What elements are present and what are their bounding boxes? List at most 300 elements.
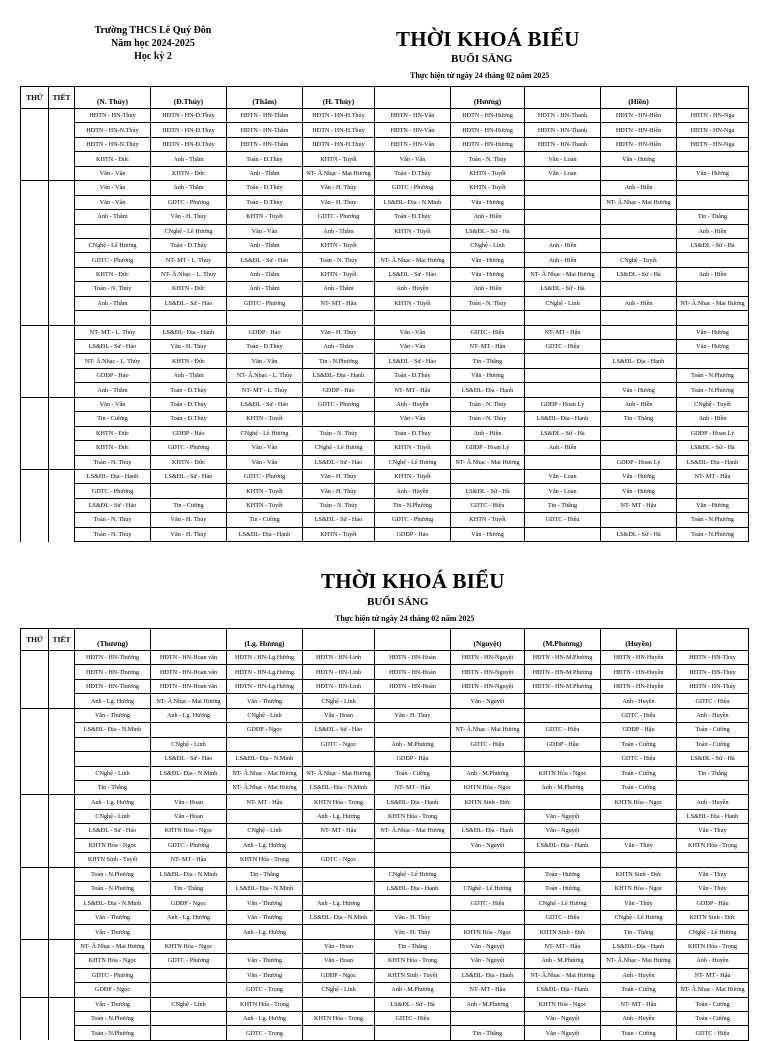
schedule-cell: Văn - H. Thủy — [303, 195, 375, 209]
teacher-header — [375, 87, 451, 109]
schedule-cell: Toán - Hương — [525, 882, 601, 896]
session-label: BUỔI SÁNG — [367, 596, 429, 608]
schedule-cell: LS&ĐL - Sử - Hảo — [75, 824, 151, 838]
header-thu: THỨ — [21, 629, 49, 651]
schedule-cell: CNghệ - Linh — [227, 824, 303, 838]
schedule-cell: Văn - Vân — [227, 441, 303, 455]
day-cell — [21, 882, 49, 896]
schedule-cell: Toán - Cường — [375, 766, 451, 780]
schedule-cell: NT- MT - Hậu — [303, 296, 375, 310]
schedule-cell — [525, 354, 601, 368]
schedule-cell: KHTN - Tuyết — [227, 210, 303, 224]
schedule-cell: GDTC - Phương — [151, 838, 227, 852]
schedule-cell: GDĐP - Hảo — [303, 383, 375, 397]
schedule-cell: Anh - Hiền — [451, 210, 525, 224]
schedule-cell: CNghệ - Lê Hương — [525, 896, 601, 910]
period-cell — [49, 694, 75, 708]
schedule-cell: Anh - M.Phương — [375, 983, 451, 997]
schedule-cell: Toán - N. Thủy — [75, 455, 151, 469]
period-cell — [49, 708, 75, 722]
schedule-cell: Toán - Cường — [677, 737, 749, 751]
schedule-cell: HĐTN - HN-Vân — [375, 123, 451, 137]
schedule-cell: Văn - Thương — [75, 708, 151, 722]
schedule-cell: CNghệ - Linh — [525, 296, 601, 310]
period-cell — [49, 455, 75, 469]
schedule-cell: Toán - N.Phương — [677, 513, 749, 527]
period-cell — [49, 484, 75, 498]
schedule-cell: NT- Â.Nhạc - Mai Hương — [375, 253, 451, 267]
schedule-cell: Anh - Lg. Hương — [227, 838, 303, 852]
schedule-cell: Văn - Hương — [601, 152, 677, 166]
table-row — [21, 210, 749, 224]
teacher-header: (Huyền) — [601, 629, 677, 651]
schedule-cell: HĐTN - HN-Hương — [451, 109, 525, 123]
schedule-cell: HĐTN - HN-M.Phương — [525, 665, 601, 679]
schedule-cell: GDĐP - Hảo — [375, 527, 451, 541]
schedule-cell: HĐTN - HN-Đ.Thủy — [151, 109, 227, 123]
day-cell — [21, 780, 49, 794]
schedule-cell — [227, 737, 303, 751]
schedule-cell — [151, 983, 227, 997]
schedule-cell — [451, 853, 525, 867]
schedule-cell: GDĐP - Hoan Lý — [525, 397, 601, 411]
schedule-cell: HĐTN - HN-Huyền — [601, 665, 677, 679]
schedule-cell: KHTN Hóa - Ngọc — [151, 824, 227, 838]
period-cell — [49, 426, 75, 440]
day-cell — [21, 282, 49, 296]
schedule-cell: Văn - Thương — [75, 997, 151, 1011]
schedule-cell: KHTN - Tuyết — [451, 513, 525, 527]
day-cell — [21, 925, 49, 939]
schedule-cell — [601, 210, 677, 224]
schedule-cell: CNghệ - Lê Hương — [375, 867, 451, 881]
schedule-cell: HĐTN - HN-Nga — [677, 109, 749, 123]
schedule-cell — [525, 455, 601, 469]
schedule-cell: CNghệ - Linh — [151, 737, 227, 751]
period-cell — [49, 867, 75, 881]
schedule-cell — [525, 224, 601, 238]
schedule-cell: LS&ĐL- Địa - N.Minh — [151, 766, 227, 780]
period-cell — [49, 983, 75, 997]
day-cell — [21, 441, 49, 455]
schedule-cell: NT- Â.Nhạc - Mai Hương — [451, 455, 525, 469]
schedule-cell: NT- MT - Hậu — [525, 939, 601, 953]
day-cell — [21, 181, 49, 195]
schedule-cell: HĐTN - HN-Thắm — [227, 109, 303, 123]
schedule-cell — [601, 441, 677, 455]
schedule-cell: Tin - N.Phương — [375, 498, 451, 512]
schedule-cell — [375, 896, 451, 910]
period-cell — [49, 354, 75, 368]
period-cell — [49, 513, 75, 527]
schedule-cell — [677, 181, 749, 195]
table-row — [21, 166, 749, 180]
schedule-cell: LS&ĐL- Địa - N.Minh — [375, 195, 451, 209]
day-cell — [21, 469, 49, 483]
schedule-cell: HĐTN - HN-Vân — [375, 137, 451, 151]
schedule-cell: NT- Â.Nhạc - Mai Hương — [75, 939, 151, 953]
schedule-cell: Toán - Cường — [601, 766, 677, 780]
schedule-cell — [601, 340, 677, 354]
schedule-cell: Văn - Hương — [451, 195, 525, 209]
schedule-cell: GDTC - Hiệu — [525, 340, 601, 354]
schedule-cell: GDĐP - Ngọc — [75, 983, 151, 997]
day-cell — [21, 354, 49, 368]
schedule-cell: GDĐP - Hoan Lý — [677, 426, 749, 440]
period-cell — [49, 282, 75, 296]
schedule-cell: NT- MT - Hậu — [677, 469, 749, 483]
schedule-cell: HĐTN - HN-Hiền — [601, 109, 677, 123]
table-row — [21, 368, 749, 382]
schedule-cell: KHTN Hóa - Trọng — [303, 795, 375, 809]
schedule-cell: NT- Â.Nhạc - Mai Hương — [601, 195, 677, 209]
effective-date: Thực hiện từ ngày 24 tháng 02 năm 2025 — [410, 71, 550, 80]
period-cell — [49, 882, 75, 896]
schedule-cell — [375, 723, 451, 737]
day-cell — [21, 412, 49, 426]
day-cell — [21, 968, 49, 982]
schedule-cell: Văn - Thủy — [601, 896, 677, 910]
schedule-cell: LS&ĐL - Sử - Hảo — [151, 296, 227, 310]
schedule-cell: Văn - H. Thủy — [303, 181, 375, 195]
schedule-cell: LS&ĐL- Địa - Hạnh — [601, 354, 677, 368]
schedule-cell: Văn - Hoan — [303, 954, 375, 968]
schedule-cell — [151, 311, 227, 325]
schedule-cell: Văn - Hương — [677, 325, 749, 339]
schedule-cell: NT- Â.Nhạc - Mai Hương — [303, 766, 375, 780]
schedule-cell: GDTC - Ngọc — [303, 737, 375, 751]
schedule-cell: KHTN Hóa - Ngọc — [451, 925, 525, 939]
schedule-cell: Anh - Huyền — [677, 708, 749, 722]
table-row — [21, 527, 749, 541]
schedule-cell — [601, 853, 677, 867]
schedule-cell: NT- MT - Hậu — [451, 983, 525, 997]
table-row — [21, 795, 749, 809]
schedule-cell: Anh - Hiền — [451, 282, 525, 296]
day-cell — [21, 679, 49, 693]
schedule-cell: HĐTN - HN-Huyền — [601, 651, 677, 665]
schedule-cell: NT- Â.Nhạc - Mai Hương — [151, 694, 227, 708]
schedule-cell: CNghệ - Lê Hương — [75, 238, 151, 252]
schedule-cell: Anh - Huyền — [601, 694, 677, 708]
table-row — [21, 469, 749, 483]
schedule-cell: Anh - M.Phương — [525, 780, 601, 794]
schedule-cell: GDTC - Hiệu — [451, 896, 525, 910]
schedule-cell: Văn - H. Thủy — [303, 484, 375, 498]
schedule-cell: KHTN Hóa - Ngọc — [75, 838, 151, 852]
period-cell — [49, 780, 75, 794]
schedule-cell: KHTN - Tuyết — [375, 441, 451, 455]
schedule-cell: GDTC - Ngọc — [303, 853, 375, 867]
schedule-cell: Văn - H. Thủy — [375, 925, 451, 939]
schedule-cell: KHTN Sinh - Đức — [451, 795, 525, 809]
schedule-cell — [375, 694, 451, 708]
schedule-cell — [303, 752, 375, 766]
table-row — [21, 838, 749, 852]
schedule-cell: CNghệ - Lê Hương — [677, 925, 749, 939]
schedule-cell: Văn - Thương — [227, 896, 303, 910]
teacher-header: (Nguyệt) — [451, 629, 525, 651]
schedule-cell: Văn - H. Thủy — [151, 340, 227, 354]
schedule-cell: HĐTN - HN-Nga — [677, 123, 749, 137]
schedule-cell: LS&ĐL- Địa - Hạnh — [303, 368, 375, 382]
schedule-cell: Văn - H. Thủy — [151, 513, 227, 527]
schedule-cell: Tin - Thắng — [601, 412, 677, 426]
day-cell — [21, 513, 49, 527]
schedule-cell: GDTC - Phương — [151, 195, 227, 209]
table-row — [21, 983, 749, 997]
schedule-cell: Anh - M.Phương — [451, 766, 525, 780]
schedule-cell: Văn - Thương — [75, 910, 151, 924]
schedule-cell: CNghệ - Linh — [151, 997, 227, 1011]
schedule-cell: Toán - N. Thủy — [303, 426, 375, 440]
period-cell — [49, 325, 75, 339]
teacher-header — [303, 629, 375, 651]
teacher-header: (Hương) — [451, 87, 525, 109]
table-row — [21, 896, 749, 910]
teacher-header: (M.Phương) — [525, 629, 601, 651]
schedule-cell: KHTN Hóa - Trọng — [227, 853, 303, 867]
day-cell — [21, 708, 49, 722]
school-header — [78, 24, 228, 63]
teacher-header: (N. Thủy) — [75, 87, 151, 109]
schedule-cell: GDTC - Hiệu — [601, 708, 677, 722]
schedule-cell: GDĐP - Hoan Lý — [451, 441, 525, 455]
schedule-cell: HĐTN - HN-Thủy — [677, 651, 749, 665]
schedule-cell: KHTN - Đức — [75, 267, 151, 281]
table-row — [21, 882, 749, 896]
period-cell — [49, 166, 75, 180]
schedule-cell: CNghệ - Tuyết — [601, 253, 677, 267]
schedule-cell: KHTN - Tuyết — [303, 527, 375, 541]
schedule-cell — [601, 426, 677, 440]
schedule-cell: LS&ĐL- Địa - Hạnh — [375, 795, 451, 809]
schedule-cell: NT- Â.Nhạc - Mai Hương — [451, 723, 525, 737]
day-cell — [21, 238, 49, 252]
schedule-cell — [525, 195, 601, 209]
schedule-cell: KHTN - Đức — [75, 426, 151, 440]
period-cell — [49, 267, 75, 281]
schedule-cell: HĐTN - HN-Linh — [303, 651, 375, 665]
schedule-cell: LS&ĐL- Địa - Hạnh — [451, 383, 525, 397]
teacher-header: (Thắm) — [227, 87, 303, 109]
schedule-cell: Văn - Hoan — [303, 708, 375, 722]
schedule-cell: Anh - Hiền — [525, 441, 601, 455]
schedule-cell: HĐTN - HN-Lg.Hương — [227, 651, 303, 665]
schedule-cell — [677, 484, 749, 498]
schedule-cell: HĐTN - HN-H.Thủy — [303, 123, 375, 137]
schedule-cell: KHTN Hóa - Ngọc — [525, 766, 601, 780]
schedule-cell: Văn - Hương — [451, 253, 525, 267]
schedule-cell: LS&ĐL - Sử - Hà — [375, 997, 451, 1011]
period-cell — [49, 368, 75, 382]
schedule-cell: HĐTN - HN-Hương — [451, 123, 525, 137]
schedule-cell: Văn - H. Thủy — [151, 527, 227, 541]
schedule-cell: Anh - Huyền — [677, 954, 749, 968]
schedule-cell — [525, 527, 601, 541]
schedule-cell: Anh - Huyền — [375, 397, 451, 411]
schedule-cell: Anh - Hiền — [601, 181, 677, 195]
table-row — [21, 383, 749, 397]
schedule-cell: HĐTN - HN-Hiền — [601, 137, 677, 151]
schedule-cell: Văn - Hương — [601, 383, 677, 397]
schedule-cell: KHTN - Tuyết — [303, 267, 375, 281]
period-cell — [49, 311, 75, 325]
table-row — [21, 968, 749, 982]
schedule-cell: Văn - H. Thủy — [303, 325, 375, 339]
schedule-cell: Toán - N.Phương — [75, 882, 151, 896]
schedule-cell: LS&ĐL- Địa - Hạnh — [227, 527, 303, 541]
schedule-cell: LS&ĐL - Sử - Hảo — [375, 354, 451, 368]
schedule-cell: HĐTN - HN-Hoàn — [375, 651, 451, 665]
table-row — [21, 809, 749, 823]
table-row — [21, 340, 749, 354]
schedule-cell: CNghệ - Lê Hương — [151, 224, 227, 238]
teacher-header: (Thương) — [75, 629, 151, 651]
schedule-cell — [303, 997, 375, 1011]
schedule-cell: NT- Â.Nhạc - Mai Hương — [227, 780, 303, 794]
day-cell — [21, 910, 49, 924]
header-tiet: TIẾT — [49, 629, 75, 651]
schedule-cell: Văn - Vân — [227, 455, 303, 469]
schedule-cell: Anh - Hiền — [677, 267, 749, 281]
day-cell — [21, 137, 49, 151]
schedule-cell: Văn - Hương — [601, 484, 677, 498]
schedule-cell: Văn - Hương — [451, 368, 525, 382]
table-row — [21, 282, 749, 296]
table-row — [21, 267, 749, 281]
schedule-cell: LS&ĐL- Địa - N.Minh — [75, 723, 151, 737]
period-cell — [49, 109, 75, 123]
table-row — [21, 867, 749, 881]
schedule-cell — [601, 809, 677, 823]
schedule-cell — [375, 853, 451, 867]
schedule-cell: NT- MT - Hậu — [601, 498, 677, 512]
schedule-cell: Văn - Vân — [75, 166, 151, 180]
table-row — [21, 708, 749, 722]
schedule-cell: Văn - H. Thủy — [303, 469, 375, 483]
schedule-cell: KHTN - Đức — [151, 455, 227, 469]
schedule-cell: Tin - Cường — [151, 498, 227, 512]
schedule-cell: Anh - Thắm — [75, 296, 151, 310]
teacher-header — [375, 629, 451, 651]
table-row — [21, 925, 749, 939]
schedule-cell: HĐTN - HN-Hiền — [601, 123, 677, 137]
schedule-cell: LS&ĐL- Địa - Hạnh — [525, 838, 601, 852]
schedule-cell: GDTC - Phương — [227, 469, 303, 483]
schedule-cell — [525, 210, 601, 224]
schedule-cell: Văn - Loan — [525, 484, 601, 498]
schedule-cell — [151, 780, 227, 794]
period-cell — [49, 152, 75, 166]
schedule-cell — [677, 853, 749, 867]
schedule-cell: CNghệ - Lê Hương — [375, 455, 451, 469]
schedule-cell: LS&ĐL - Sử - Hà — [677, 238, 749, 252]
day-cell — [21, 954, 49, 968]
schedule-cell: Văn - Hoan — [151, 809, 227, 823]
schedule-cell: Toán - N.Phương — [75, 1011, 151, 1025]
schedule-cell: HĐTN - HN-Thủy — [677, 665, 749, 679]
schedule-cell — [75, 311, 151, 325]
schedule-cell: Văn - Nguyệt — [525, 809, 601, 823]
schedule-cell: KHTN Hóa - Ngọc — [151, 939, 227, 953]
schedule-cell — [303, 311, 375, 325]
schedule-cell: Văn - Thủy — [677, 867, 749, 881]
schedule-cell: HĐTN - HN-Linh — [303, 665, 375, 679]
schedule-table — [20, 628, 749, 1041]
schedule-cell: Văn - Nguyệt — [451, 939, 525, 953]
schedule-cell: Văn - H. Thủy — [375, 708, 451, 722]
teacher-header — [677, 87, 749, 109]
day-cell — [21, 795, 49, 809]
table-row — [21, 853, 749, 867]
schedule-cell: NT- Â.Nhạc - Mai Hương — [601, 954, 677, 968]
schedule-cell: Toán - Đ.Thủy — [151, 383, 227, 397]
schedule-cell: Văn - Thủy — [677, 882, 749, 896]
schedule-cell: LS&ĐL- Địa - N.Minh — [227, 882, 303, 896]
schedule-cell: NT- MT - Hậu — [601, 997, 677, 1011]
table-row — [21, 253, 749, 267]
schedule-cell: Anh - M.Phương — [451, 997, 525, 1011]
schedule-cell: Tin - Thắng — [677, 210, 749, 224]
period-cell — [49, 737, 75, 751]
schedule-cell — [677, 282, 749, 296]
day-cell — [21, 1026, 49, 1040]
period-cell — [49, 210, 75, 224]
schedule-cell: KHTN - Tuyết — [227, 498, 303, 512]
schedule-cell: Văn - Nguyệt — [525, 824, 601, 838]
schedule-cell: GDĐP - Hảo — [75, 368, 151, 382]
schedule-cell: Tin - Cường — [75, 412, 151, 426]
schedule-cell: GDTC - Phương — [151, 954, 227, 968]
period-cell — [49, 527, 75, 541]
schedule-cell — [151, 1026, 227, 1040]
schedule-cell: LS&ĐL - Sử - Hảo — [303, 455, 375, 469]
schedule-cell — [677, 195, 749, 209]
period-cell — [49, 238, 75, 252]
day-cell — [21, 737, 49, 751]
schedule-cell: NT- MT - L. Thủy — [151, 253, 227, 267]
table-row — [21, 238, 749, 252]
schedule-cell: KHTN - Tuyết — [375, 224, 451, 238]
teacher-header — [677, 629, 749, 651]
period-cell — [49, 939, 75, 953]
table-row — [21, 910, 749, 924]
schedule-cell: KHTN - Tuyết — [375, 469, 451, 483]
day-cell — [21, 651, 49, 665]
schedule-cell: HĐTN - HN-H.Thủy — [303, 137, 375, 151]
schedule-cell: LS&ĐL - Sử - Hà — [677, 441, 749, 455]
day-cell — [21, 498, 49, 512]
schedule-cell: Anh - Thắm — [227, 238, 303, 252]
schedule-cell: Toán - Cường — [601, 737, 677, 751]
schedule-cell: GDĐP - Hậu — [601, 723, 677, 737]
schedule-cell — [375, 238, 451, 252]
table-row — [21, 954, 749, 968]
school-term: Học kỳ 2 — [134, 51, 172, 62]
period-cell — [49, 1026, 75, 1040]
schedule-cell — [601, 513, 677, 527]
schedule-cell: GDTC - Hiệu — [601, 752, 677, 766]
period-cell — [49, 224, 75, 238]
schedule-cell — [303, 882, 375, 896]
schedule-cell: Văn - Hương — [451, 527, 525, 541]
table-row — [21, 679, 749, 693]
schedule-cell — [601, 325, 677, 339]
schedule-cell: HĐTN - HN-Thắm — [227, 123, 303, 137]
schedule-cell: NT- MT - Hậu — [227, 795, 303, 809]
schedule-cell: KHTN Sinh - Đức — [601, 867, 677, 881]
